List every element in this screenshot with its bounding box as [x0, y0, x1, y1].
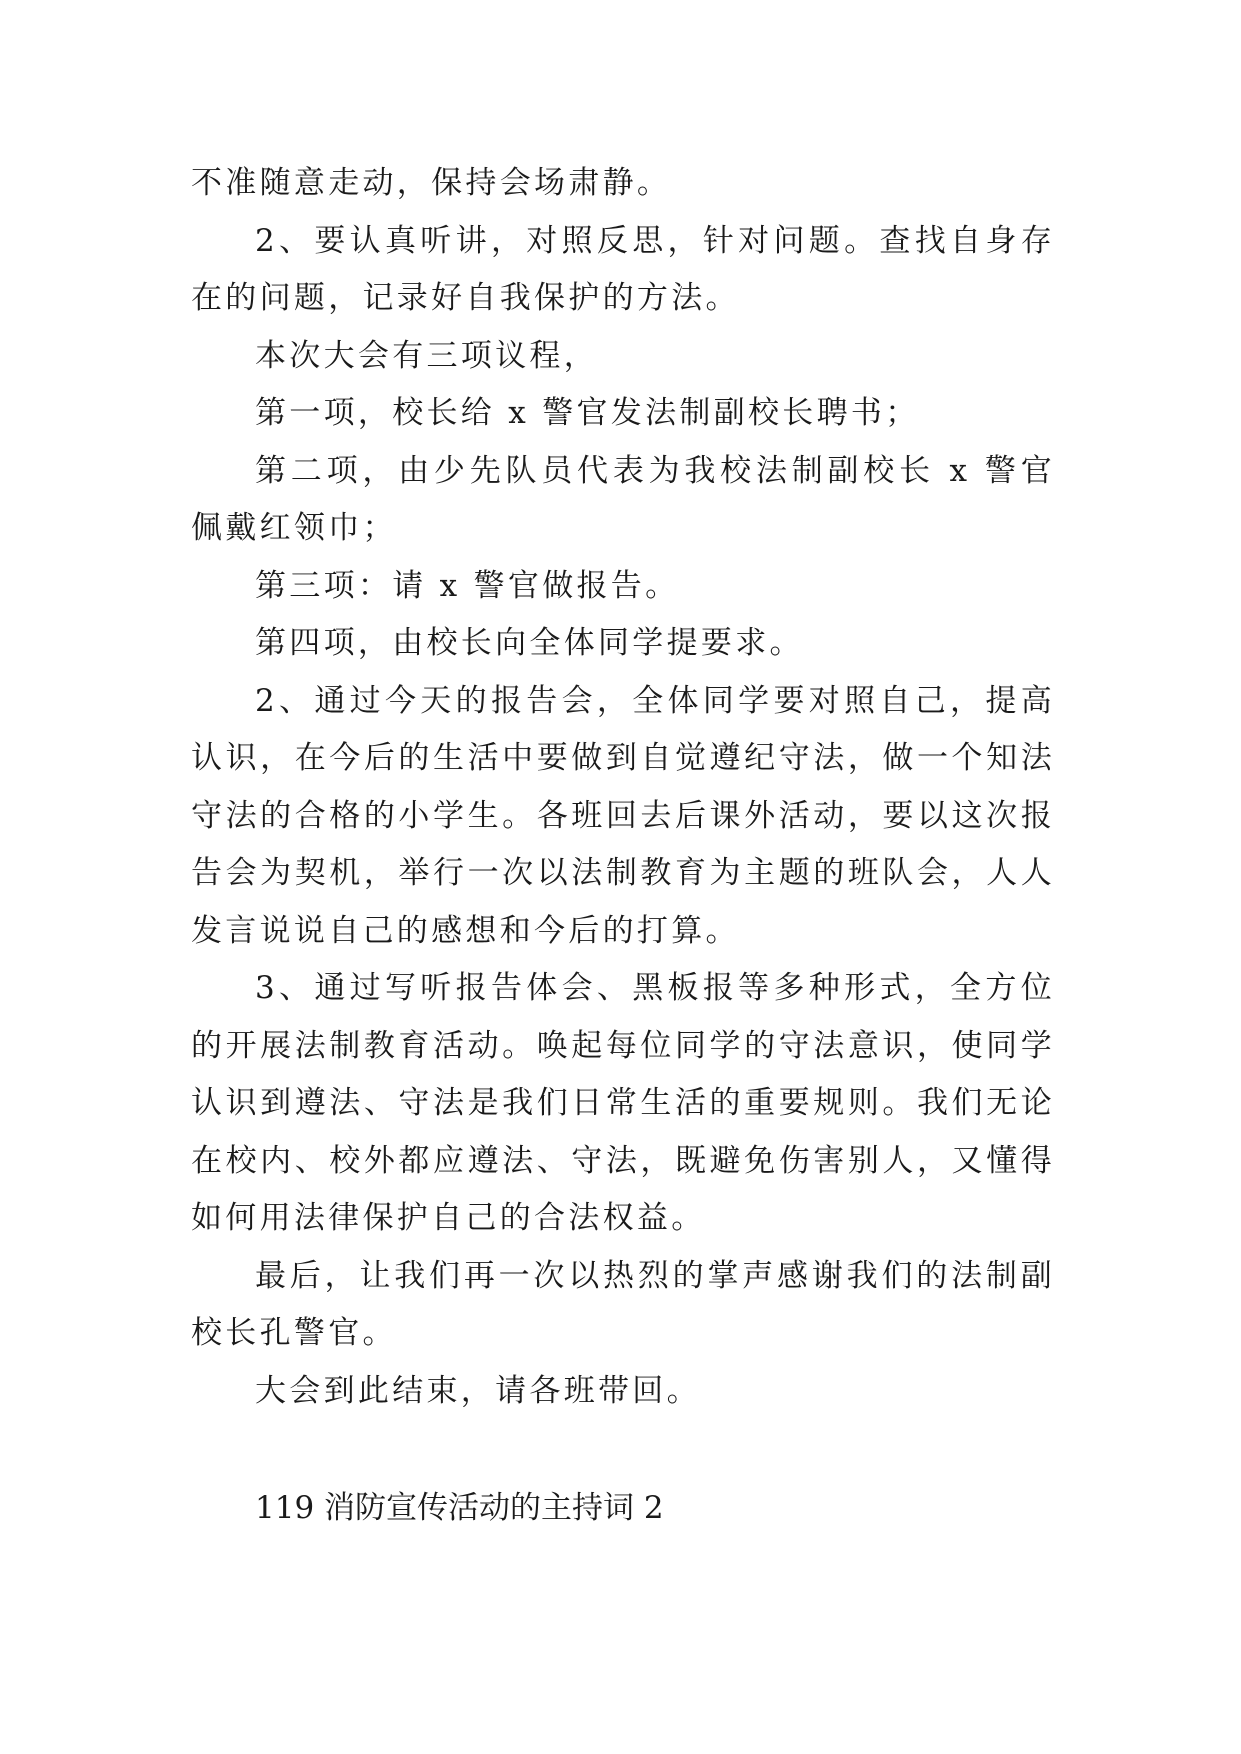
paragraph: 3、通过写听报告体会、黑板报等多种形式，全方位的开展法制教育活动。唤起每位同学的守法意识，使同学认识到遵法、守法是我们日常生活的重要规则。我们无论在校内、校外都应遵法、守法，既避免伤害别人，又懂得如何用法律保护自己的合法权益。: [191, 970, 1055, 1236]
paragraph: 2、通过今天的报告会，全体同学要对照自己，提高认识，在今后的生活中要做到自觉遵纪守法，做一个知法守法的合格的小学生。各班回去后课外活动，要以这次报告会为契机，举行一次以法制教育为主题的班队会，人人发言说说自己的感想和今后的打算。: [191, 682, 1055, 949]
paragraph: 2、要认真听讲，对照反思，针对问题。查找自身存在的问题，记录好自我保护的方法。: [191, 222, 1055, 316]
paragraph: 第四项，由校长向全体同学提要求。: [255, 625, 804, 661]
paragraph: 大会到此结束，请各班带回。: [255, 1372, 701, 1409]
paragraph: 第二项，由少先队员代表为我校法制副校长 x 警官佩戴红领巾；: [191, 452, 1055, 546]
section-title: 119 消防宣传活动的主持词 2: [255, 1490, 664, 1526]
body-text: [191, 155, 1055, 1420]
paragraph: 本次大会有三项议程，: [255, 337, 598, 374]
paragraph: 第三项：请 x 警官做报告。: [255, 567, 680, 604]
paragraph: 最后，让我们再一次以热烈的掌声感谢我们的法制副校长孔警官。: [191, 1257, 1055, 1351]
paragraph: 第一项，校长给 x 警官发法制副校长聘书；: [255, 395, 920, 431]
paragraph: 不准随意走动，保持会场肃静。: [191, 165, 672, 201]
